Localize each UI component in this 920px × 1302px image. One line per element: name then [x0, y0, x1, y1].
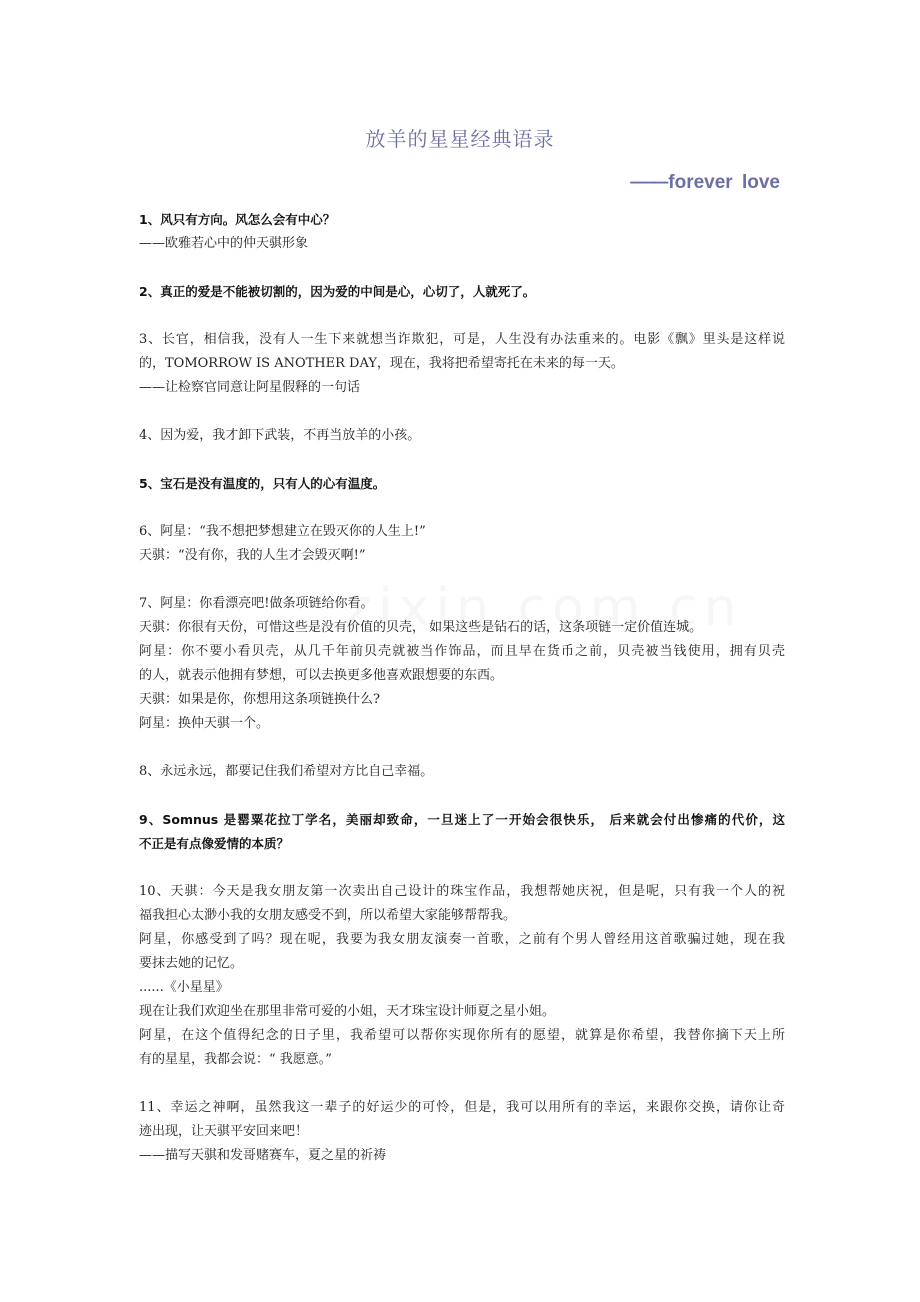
quote-line: 11、幸运之神啊，虽然我这一辈子的好运少的可怜，但是，我可以用所有的幸运，来跟你交换，请你让奇: [139, 1100, 785, 1115]
quote-paragraph: [139, 232, 785, 256]
quote-line: 天骐：如果是你，你想用这条项链换什么?: [139, 692, 380, 707]
quote-paragraph: [139, 328, 785, 400]
quote-line: 4、因为爱，我才卸下武装，不再当放羊的小孩。: [139, 428, 421, 443]
quote-line: 1、风只有方向。风怎么会有中心？: [139, 212, 336, 227]
document-subtitle: ——forever love: [630, 172, 780, 193]
quote-line: 的人，就表示他拥有梦想，可以去换更多他喜欢跟想要的东西。: [139, 668, 504, 683]
quote-line: ——让检察官同意让阿星假释的一句话: [139, 380, 361, 395]
quote-line: 9、Somnus 是罂粟花拉丁学名，美丽却致命，一旦迷上了一开始会很快乐， 后来就会付出惨痛的代价，这: [139, 812, 785, 827]
quote-list: [139, 208, 785, 1192]
quote-paragraph: [139, 760, 785, 784]
quote-paragraph: [139, 208, 785, 232]
quote-line: 要抹去她的记忆。: [139, 956, 244, 971]
quote-paragraph: [139, 592, 785, 736]
quote-line: 阿星，在这个值得纪念的日子里，我希望可以帮你实现你所有的愿望，就算是你希望，我替你摘下天上所: [139, 1028, 785, 1043]
quote-line: 5、宝石是没有温度的，只有人的心有温度。: [139, 476, 386, 491]
quote-line: 阿星：你不要小看贝壳，从几千年前贝壳就被当作饰品，而且早在货币之前，贝壳被当钱使用，拥有贝壳: [139, 644, 785, 659]
quote-line: 迹出现，让天骐平安回来吧！: [139, 1124, 309, 1139]
quote-paragraph: [139, 424, 785, 448]
quote-line: 有的星星，我都会说：“ 我愿意。”: [139, 1052, 332, 1067]
quote-line: 10、天骐：今天是我女朋友第一次卖出自己设计的珠宝作品，我想帮她庆祝，但是呢，只有我一个人的祝: [139, 884, 785, 899]
quote-paragraph: [139, 808, 785, 856]
quote-line: 天骐：“没有你，我的人生才会毁灭啊!”: [139, 548, 366, 563]
quote-line: 8、永远永远，都要记住我们希望对方比自己幸福。: [139, 764, 434, 779]
quote-line: ......《小星星》: [139, 980, 229, 995]
quote-line: 6、阿星：“我不想把梦想建立在毁灭你的人生上!”: [139, 524, 426, 539]
quote-line: 现在让我们欢迎坐在那里非常可爱的小姐，天才珠宝设计师夏之星小姐。: [139, 1004, 556, 1019]
quote-line: 不正是有点像爱情的本质？: [139, 836, 290, 851]
document-title: 放羊的星星经典语录: [365, 127, 555, 151]
quote-line: 的，TOMORROW IS ANOTHER DAY，现在，我将把希望寄托在未来的每一天。: [139, 356, 624, 371]
quote-paragraph: [139, 880, 785, 1072]
quote-line: 7、阿星：你看漂亮吧!做条项链给你看。: [139, 596, 374, 611]
quote-line: ——描写天骐和发哥赌赛车，夏之星的祈祷: [139, 1148, 387, 1163]
quote-line: 2、真正的爱是不能被切割的，因为爱的中间是心，心切了，人就死了。: [139, 284, 536, 299]
quote-line: 3、长官，相信我，没有人一生下来就想当诈欺犯，可是，人生没有办法重来的。电影《飘》里头是这样说: [139, 332, 785, 347]
quote-paragraph: [139, 1096, 785, 1168]
quote-paragraph: [139, 520, 785, 568]
quote-paragraph: [139, 280, 785, 304]
quote-line: 阿星：换仲天骐一个。: [139, 716, 270, 731]
quote-line: 阿星，你感受到了吗？现在呢，我要为我女朋友演奏一首歌，之前有个男人曾经用这首歌骗过她，现在我: [139, 932, 785, 947]
quote-line: ——欧雅若心中的仲天骐形象: [139, 236, 309, 251]
quote-line: 天骐：你很有天份，可惜这些是没有价值的贝壳， 如果这些是钻石的话，这条项链一定价值连城。: [139, 620, 703, 635]
quote-paragraph: [139, 472, 785, 496]
quote-line: 福我担心太渺小我的女朋友感受不到，所以希望大家能够帮帮我。: [139, 908, 517, 923]
